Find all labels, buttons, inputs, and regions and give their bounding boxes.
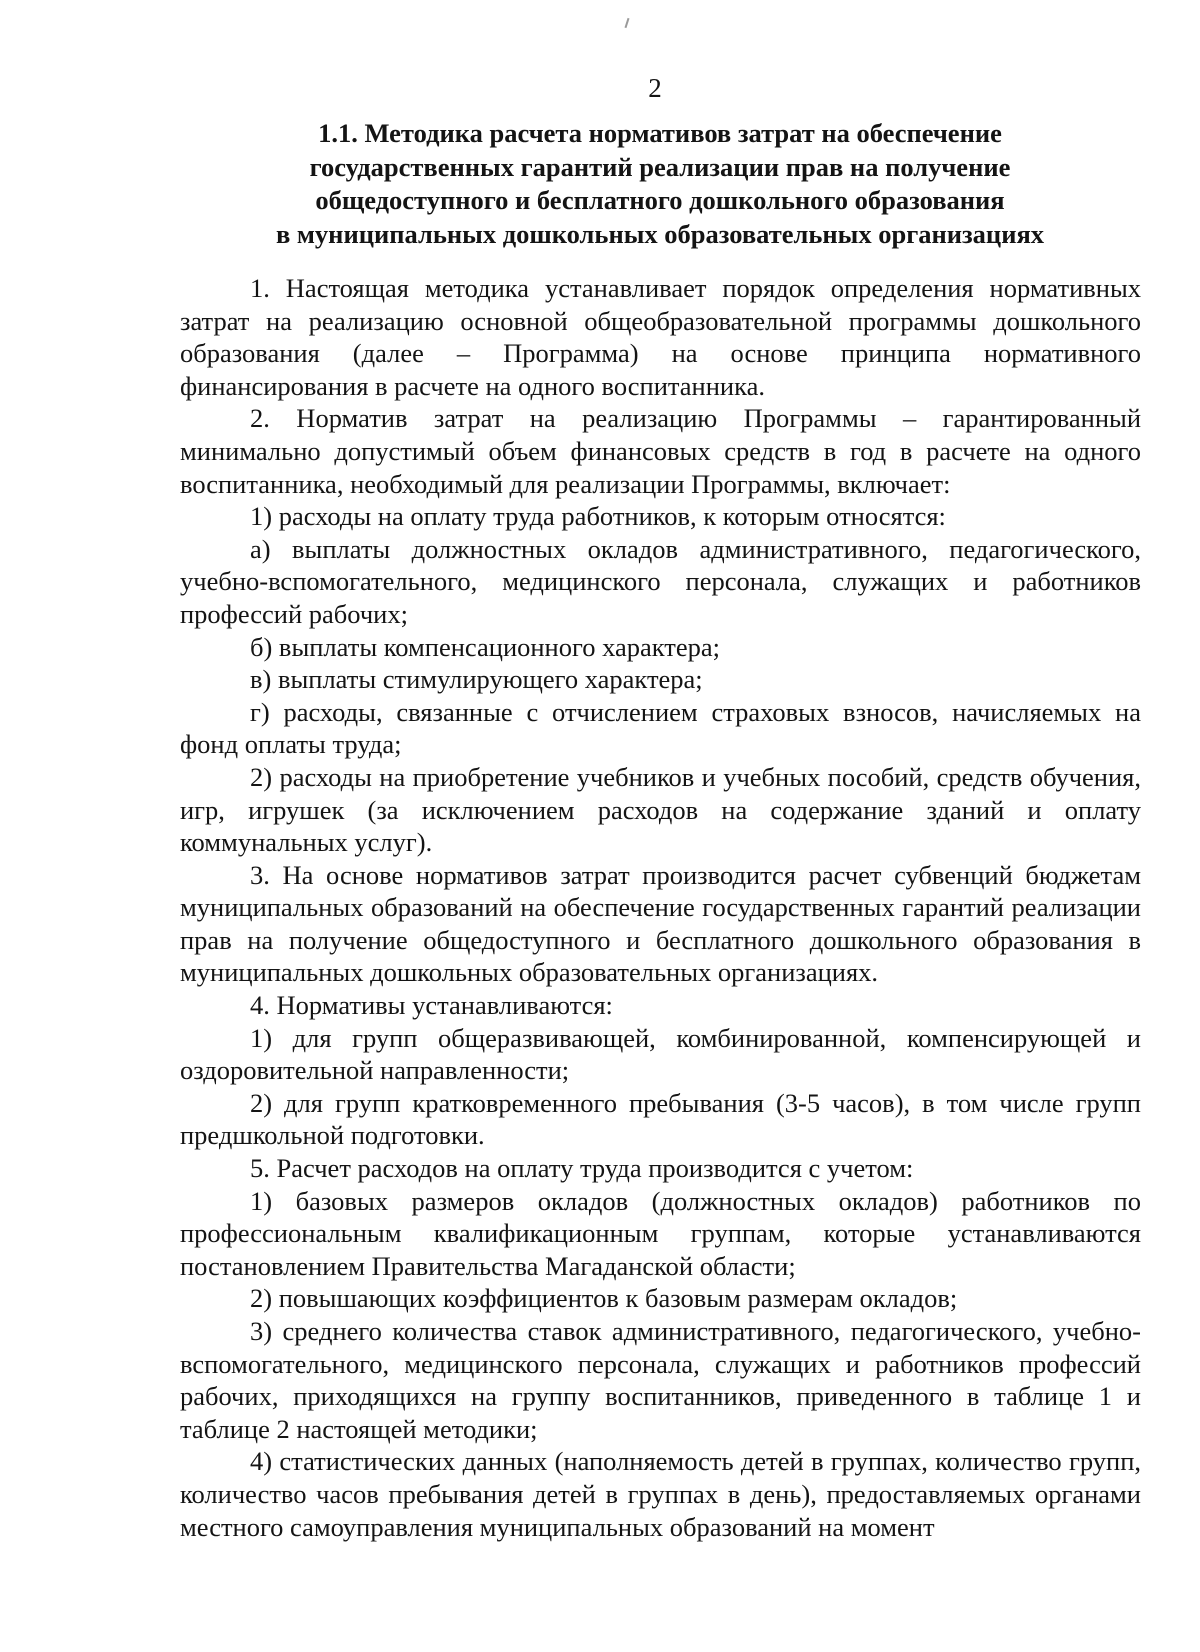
- paragraph-2-item-1d: г) расходы, связанные с отчислением страховых взносов, начисляемых на фонд оплаты труда;: [180, 696, 1141, 760]
- document-body: [180, 272, 1141, 1543]
- paragraph-2-item-1c: в) выплаты стимулирующего характера;: [250, 664, 703, 695]
- section-title-line: общедоступного и бесплатного дошкольного образования: [315, 185, 1005, 215]
- section-title-line: 1.1. Методика расчета нормативов затрат на обеспечение: [318, 118, 1002, 148]
- scan-artifact: [625, 18, 630, 28]
- page-number: 2: [648, 73, 662, 103]
- paragraph-4-item-2: 2) для групп кратковременного пребывания (3-5 часов), в том числе групп предшкольной подготовки.: [180, 1087, 1141, 1151]
- paragraph-5-item-4: 4) статистических данных (наполняемость детей в группах, количество групп, количество часов пребывания детей в группах в день), предоставляемых органами местного самоуправления муниципальных образований на момент: [180, 1446, 1141, 1542]
- paragraph-2-item-1b: б) выплаты компенсационного характера;: [250, 631, 720, 662]
- paragraph-2: 2. Норматив затрат на реализацию Программы – гарантированный минимально допустимый объем финансовых средств в год в расчете на одного воспитанника, необходимый для реализации Программы, включает:: [180, 403, 1141, 499]
- paragraph-5-item-3: 3) среднего количества ставок административного, педагогического, учебно-вспомогательного, медицинского персонала, служащих и работников профессий рабочих, приходящихся на группу воспитанников, приведенного в таблице 1 и таблице 2 настоящей методики;: [180, 1316, 1141, 1444]
- section-title: [180, 117, 1140, 251]
- paragraph-5-item-2: 2) повышающих коэффициентов к базовым размерам окладов;: [250, 1283, 958, 1314]
- section-title-line: государственных гарантий реализации прав на получение: [309, 151, 1011, 182]
- paragraph-5-item-1: 1) базовых размеров окладов (должностных окладов) работников по профессиональным квалификационным группам, которые устанавливаются постановлением Правительства Магаданской области;: [180, 1185, 1141, 1281]
- paragraph-4-item-1: 1) для групп общеразвивающей, комбинированной, компенсирующей и оздоровительной направленности;: [180, 1022, 1141, 1086]
- paragraph-4: 4. Нормативы устанавливаются:: [250, 990, 613, 1021]
- paragraph-2-item-1: 1) расходы на оплату труда работников, к которым относятся:: [250, 501, 946, 532]
- paragraph-5: 5. Расчет расходов на оплату труда производится с учетом:: [250, 1153, 914, 1184]
- section-title-line: в муниципальных дошкольных образовательных организациях: [275, 218, 1045, 249]
- paragraph-3: 3. На основе нормативов затрат производится расчет субвенций бюджетам муниципальных образований на обеспечение государственных гарантий реализации прав на получение общедоступного и бесплатного дошкольного образования в муниципальных дошкольных образовательных организациях.: [180, 859, 1141, 988]
- paragraph-2-item-2: 2) расходы на приобретение учебников и учебных пособий, средств обучения, игр, игрушек (за исключением расходов на содержание зданий и оплату коммунальных услуг).: [180, 761, 1141, 858]
- paragraph-2-item-1a: а) выплаты должностных окладов административного, педагогического, учебно-вспомогательного, медицинского персонала, служащих и работников профессий рабочих;: [180, 533, 1141, 629]
- paragraph-1: 1. Настоящая методика устанавливает порядок определения нормативных затрат на реализацию основной общеобразовательной программы дошкольного образования (далее – Программа) на основе принципа нормативного финансирования в расчете на одного воспитанника.: [180, 273, 1141, 401]
